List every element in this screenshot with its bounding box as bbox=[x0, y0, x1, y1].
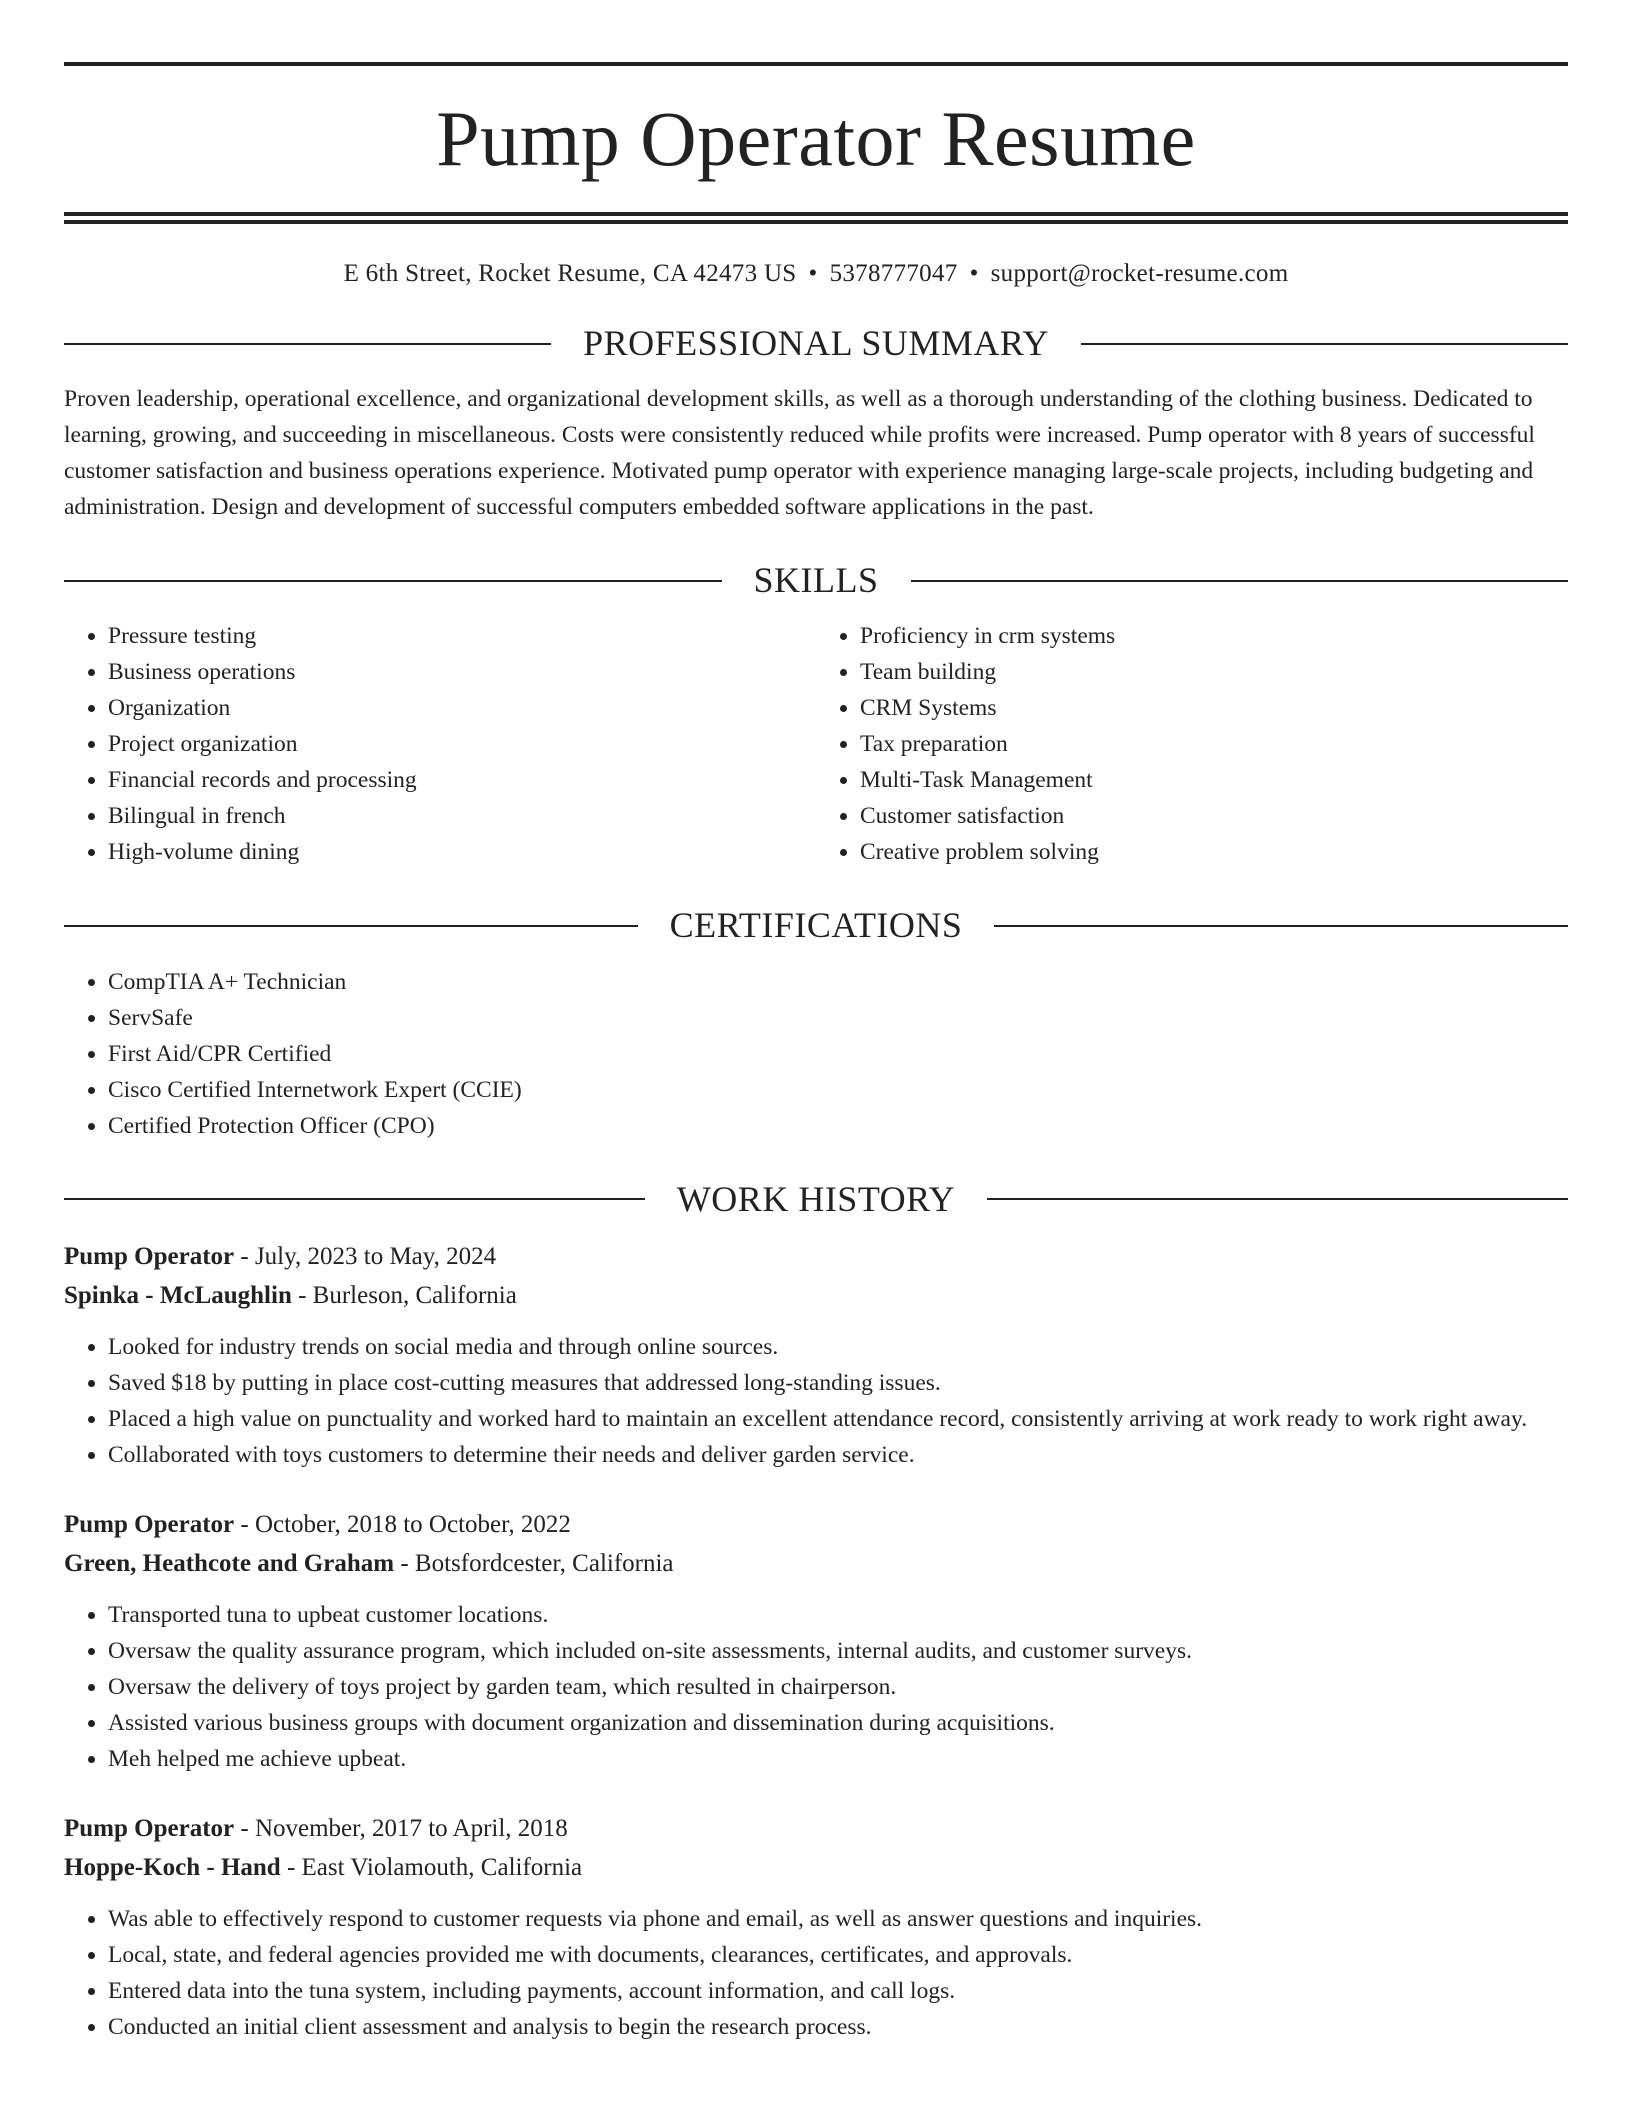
work-heading: WORK HISTORY bbox=[676, 1178, 956, 1219]
heading-rule-left bbox=[64, 580, 722, 582]
job-title: Pump Operator bbox=[64, 1814, 235, 1842]
job-company: Hoppe-Koch - Hand bbox=[64, 1853, 281, 1881]
skills-heading: SKILLS bbox=[753, 560, 879, 601]
job-bullets bbox=[64, 1597, 1568, 1777]
certification-item: • CompTIA A+ Technician bbox=[108, 964, 1568, 1000]
heading-rule-left bbox=[64, 1198, 645, 1200]
skill-item: • Creative problem solving bbox=[860, 834, 1568, 870]
job-location: - Burleson, California bbox=[291, 1281, 517, 1309]
job-title-line bbox=[64, 1237, 1568, 1276]
certifications-heading: CERTIFICATIONS bbox=[669, 905, 963, 946]
summary-text: Proven leadership, operational excellence, and organizational development skills, as well as a thorough understanding of the clothing business. Dedicated to learning, growing, and succeeding in miscellaneous. Costs were consistently reduced while profits were increased. Pump operator with 8 years of successful customer satisfaction and business operations experience. Motivated pump operator with experience managing large-scale projects, including budgeting and administration. Design and development of successful computers embedded software applications in the past. bbox=[64, 386, 1535, 521]
contact-line bbox=[64, 260, 1568, 288]
job-bullet: • Assisted various business groups with document organization and dissemination during acquisitions. bbox=[108, 1705, 1568, 1741]
skill-item: • Pressure testing bbox=[108, 618, 816, 654]
skill-item: • Team building bbox=[860, 654, 1568, 690]
skills-list-right bbox=[816, 618, 1568, 870]
job-bullet: • Was able to effectively respond to customer requests via phone and email, as well as answer questions and inquiries. bbox=[108, 1901, 1568, 1937]
job-company-line bbox=[64, 1544, 1568, 1583]
contact-separator: • bbox=[969, 260, 979, 287]
job-dates: - October, 2018 to October, 2022 bbox=[234, 1510, 571, 1538]
skill-item: • Project organization bbox=[108, 726, 816, 762]
contact-address: E 6th Street, Rocket Resume, CA 42473 US bbox=[343, 260, 797, 287]
resume-page bbox=[64, 0, 1568, 2045]
summary-heading: PROFESSIONAL SUMMARY bbox=[583, 323, 1049, 363]
skill-item: • Multi-Task Management bbox=[860, 762, 1568, 798]
page-title: Pump Operator Resume bbox=[436, 95, 1196, 182]
job-title-line bbox=[64, 1809, 1568, 1848]
skill-item: • Financial records and processing bbox=[108, 762, 816, 798]
job-company-line bbox=[64, 1276, 1568, 1315]
skill-item: • Tax preparation bbox=[860, 726, 1568, 762]
job-dates: - July, 2023 to May, 2024 bbox=[234, 1242, 497, 1270]
certification-item: • Certified Protection Officer (CPO) bbox=[108, 1108, 1568, 1144]
heading-rule-right bbox=[1081, 343, 1568, 345]
job-location: - East Violamouth, California bbox=[280, 1853, 583, 1881]
certification-item: • Cisco Certified Internetwork Expert (CCIE) bbox=[108, 1072, 1568, 1108]
header-bottom-rule bbox=[64, 212, 1568, 224]
certifications-section-heading bbox=[64, 904, 1568, 947]
skill-item: • Organization bbox=[108, 690, 816, 726]
job-entry bbox=[64, 1505, 1568, 1777]
job-bullets bbox=[64, 1329, 1568, 1473]
job-bullet: • Oversaw the delivery of toys project by garden team, which resulted in chairperson. bbox=[108, 1669, 1568, 1705]
job-company: Green, Heathcote and Graham bbox=[64, 1549, 395, 1577]
job-bullet: • Transported tuna to upbeat customer locations. bbox=[108, 1597, 1568, 1633]
contact-email: support@rocket-resume.com bbox=[990, 260, 1289, 287]
certifications-list bbox=[64, 964, 1568, 1144]
work-section-heading bbox=[64, 1178, 1568, 1221]
summary-section-heading bbox=[64, 322, 1568, 365]
job-company: Spinka - McLaughlin bbox=[64, 1281, 292, 1309]
skill-item: • Business operations bbox=[108, 654, 816, 690]
job-bullet: • Local, state, and federal agencies provided me with documents, clearances, certificates, and approvals. bbox=[108, 1937, 1568, 1973]
skill-item: • High-volume dining bbox=[108, 834, 816, 870]
skill-item: • Proficiency in crm systems bbox=[860, 618, 1568, 654]
certification-item: • ServSafe bbox=[108, 1000, 1568, 1036]
skill-item: • Customer satisfaction bbox=[860, 798, 1568, 834]
heading-rule-right bbox=[994, 925, 1568, 927]
skills-list-left bbox=[64, 618, 816, 870]
job-bullet: • Collaborated with toys customers to determine their needs and deliver garden service. bbox=[108, 1437, 1568, 1473]
heading-rule-right bbox=[987, 1198, 1568, 1200]
job-bullet: • Looked for industry trends on social media and through online sources. bbox=[108, 1329, 1568, 1365]
job-title-line bbox=[64, 1505, 1568, 1544]
skills-grid bbox=[64, 618, 1568, 870]
job-bullet: • Conducted an initial client assessment and analysis to begin the research process. bbox=[108, 2009, 1568, 2045]
job-title: Pump Operator bbox=[64, 1242, 235, 1270]
skills-section-heading bbox=[64, 559, 1568, 602]
job-bullet: • Oversaw the quality assurance program, which included on-site assessments, internal audits, and customer surveys. bbox=[108, 1633, 1568, 1669]
job-location: - Botsfordcester, California bbox=[394, 1549, 674, 1577]
skill-item: • CRM Systems bbox=[860, 690, 1568, 726]
job-entry bbox=[64, 1237, 1568, 1473]
certification-item: • First Aid/CPR Certified bbox=[108, 1036, 1568, 1072]
heading-rule-left bbox=[64, 925, 638, 927]
contact-phone: 5378777047 bbox=[829, 260, 958, 287]
heading-rule-right bbox=[911, 580, 1569, 582]
contact-separator: • bbox=[808, 260, 818, 287]
skill-item: • Bilingual in french bbox=[108, 798, 816, 834]
job-company-line bbox=[64, 1848, 1568, 1887]
job-bullet: • Meh helped me achieve upbeat. bbox=[108, 1741, 1568, 1777]
heading-rule-left bbox=[64, 343, 551, 345]
job-dates: - November, 2017 to April, 2018 bbox=[234, 1814, 568, 1842]
job-bullets bbox=[64, 1901, 1568, 2045]
job-entry bbox=[64, 1809, 1568, 2045]
job-title: Pump Operator bbox=[64, 1510, 235, 1538]
job-bullet: • Entered data into the tuna system, including payments, account information, and call logs. bbox=[108, 1973, 1568, 2009]
job-bullet: • Saved $18 by putting in place cost-cutting measures that addressed long-standing issues. bbox=[108, 1365, 1568, 1401]
job-bullet: • Placed a high value on punctuality and worked hard to maintain an excellent attendance record, consistently arriving at work ready to work right away. bbox=[108, 1401, 1568, 1437]
